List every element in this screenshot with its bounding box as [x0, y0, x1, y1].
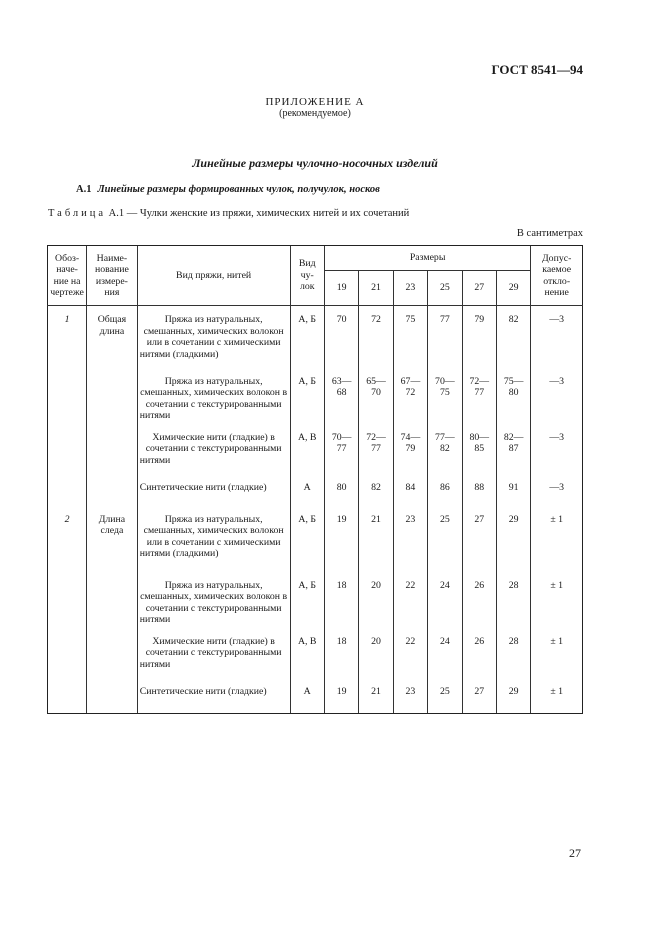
size-value-cell: 29	[496, 682, 530, 714]
table-row	[48, 632, 583, 682]
size-value-cell: 20	[359, 632, 393, 682]
size-value-cell: 22	[393, 576, 427, 632]
size-header: 29	[496, 271, 530, 306]
stocking-type-cell: А, В	[290, 632, 324, 682]
tolerance-cell: ± 1	[531, 682, 583, 714]
size-header: 27	[462, 271, 496, 306]
table-caption-word: Таблица	[48, 208, 107, 219]
yarn-type-cell: Синтетические нити (гладкие)	[137, 478, 290, 510]
size-value-cell: 25	[428, 682, 462, 714]
subsection-title: Линейные размеры формированных чулок, получулок, носков	[97, 184, 380, 195]
size-value-cell: 75	[393, 306, 427, 372]
size-value-cell: 72— 77	[462, 372, 496, 428]
tolerance-cell: —3	[531, 306, 583, 372]
empty-cell	[87, 576, 138, 632]
tolerance-cell: ± 1	[531, 576, 583, 632]
stocking-type-cell: А, Б	[290, 510, 324, 576]
size-value-cell: 65— 70	[359, 372, 393, 428]
size-value-cell: 75— 80	[496, 372, 530, 428]
header-yarn-type: Вид пряжи, нитей	[137, 246, 290, 306]
size-value-cell: 82	[359, 478, 393, 510]
page-number: 27	[569, 846, 581, 860]
table-row	[48, 306, 583, 372]
table-caption-text: — Чулки женские из пряжи, химических нитей и их сочетаний	[126, 208, 410, 219]
size-value-cell: 70— 77	[324, 428, 358, 478]
stocking-type-cell: А, Б	[290, 576, 324, 632]
table-row	[48, 682, 583, 714]
empty-cell	[87, 478, 138, 510]
size-value-cell: 24	[428, 632, 462, 682]
yarn-type-cell: Синтетические нити (гладкие)	[137, 682, 290, 714]
empty-cell	[48, 632, 87, 682]
size-value-cell: 72— 77	[359, 428, 393, 478]
empty-cell	[87, 428, 138, 478]
size-value-cell: 25	[428, 510, 462, 576]
size-value-cell: 70	[324, 306, 358, 372]
size-value-cell: 80— 85	[462, 428, 496, 478]
header-sizes: Размеры	[324, 246, 530, 271]
yarn-type-cell: Пряжа из натуральных, смешанных, химических волокон в сочетании с текстурированными нитями	[137, 576, 290, 632]
header-measurement-name: Наиме- нование измере- ния	[87, 246, 138, 306]
yarn-type-cell: Пряжа из натуральных, смешанных, химических волокон в сочетании с текстурированными нитями	[137, 372, 290, 428]
size-value-cell: 91	[496, 478, 530, 510]
tolerance-cell: —3	[531, 428, 583, 478]
size-value-cell: 27	[462, 510, 496, 576]
yarn-type-cell: Пряжа из натуральных, смешанных, химических волокон или в сочетании с химическими нитями (гладкими)	[137, 510, 290, 576]
tolerance-cell: ± 1	[531, 510, 583, 576]
table-row	[48, 576, 583, 632]
appendix-title: ПРИЛОЖЕНИЕ А	[265, 96, 365, 108]
size-value-cell: 86	[428, 478, 462, 510]
size-value-cell: 63— 68	[324, 372, 358, 428]
stocking-type-cell: А, Б	[290, 372, 324, 428]
size-value-cell: 21	[359, 682, 393, 714]
size-value-cell: 24	[428, 576, 462, 632]
subsection-heading	[76, 184, 380, 195]
header-tolerance: Допус- каемое откло- нение	[531, 246, 583, 306]
size-value-cell: 82— 87	[496, 428, 530, 478]
size-value-cell: 20	[359, 576, 393, 632]
yarn-type-cell: Пряжа из натуральных, смешанных, химических волокон или в сочетании с химическими нитями (гладкими)	[137, 306, 290, 372]
size-header: 25	[428, 271, 462, 306]
size-value-cell: 70— 75	[428, 372, 462, 428]
measurement-name-cell: Длина следа	[87, 510, 138, 576]
empty-cell	[87, 632, 138, 682]
size-value-cell: 77	[428, 306, 462, 372]
size-header: 19	[324, 271, 358, 306]
size-value-cell: 18	[324, 576, 358, 632]
size-value-cell: 28	[496, 632, 530, 682]
yarn-type-cell: Химические нити (гладкие) в сочетании с текстурированными нитями	[137, 428, 290, 478]
stocking-type-cell: А, В	[290, 428, 324, 478]
stocking-type-cell: А	[290, 682, 324, 714]
sizes-table	[47, 245, 583, 714]
empty-cell	[87, 372, 138, 428]
size-value-cell: 23	[393, 510, 427, 576]
size-value-cell: 26	[462, 632, 496, 682]
size-value-cell: 27	[462, 682, 496, 714]
table-row	[48, 428, 583, 478]
size-value-cell: 79	[462, 306, 496, 372]
subsection-number: А.1	[76, 184, 92, 195]
stocking-type-cell: А	[290, 478, 324, 510]
stocking-type-cell: А, Б	[290, 306, 324, 372]
size-value-cell: 84	[393, 478, 427, 510]
size-value-cell: 67— 72	[393, 372, 427, 428]
size-value-cell: 80	[324, 478, 358, 510]
table-caption	[48, 208, 409, 219]
designation-cell: 1	[48, 306, 87, 372]
yarn-type-cell: Химические нити (гладкие) в сочетании с текстурированными нитями	[137, 632, 290, 682]
size-header: 23	[393, 271, 427, 306]
designation-cell: 2	[48, 510, 87, 576]
empty-cell	[48, 478, 87, 510]
size-value-cell: 26	[462, 576, 496, 632]
size-value-cell: 74— 79	[393, 428, 427, 478]
table-caption-number: А.1	[108, 208, 125, 219]
empty-cell	[48, 682, 87, 714]
empty-cell	[48, 372, 87, 428]
size-value-cell: 23	[393, 682, 427, 714]
section-title: Линейные размеры чулочно-носочных изделий	[192, 156, 438, 170]
table-header-row	[48, 246, 583, 271]
size-value-cell: 19	[324, 510, 358, 576]
size-value-cell: 18	[324, 632, 358, 682]
measurement-name-cell: Общая длина	[87, 306, 138, 372]
tolerance-cell: —3	[531, 478, 583, 510]
units-label: В сантиметрах	[516, 228, 583, 239]
table-row	[48, 510, 583, 576]
table-body	[48, 306, 583, 714]
table-row	[48, 478, 583, 510]
size-value-cell: 77— 82	[428, 428, 462, 478]
size-value-cell: 21	[359, 510, 393, 576]
size-value-cell: 72	[359, 306, 393, 372]
size-header: 21	[359, 271, 393, 306]
empty-cell	[48, 576, 87, 632]
size-value-cell: 82	[496, 306, 530, 372]
size-value-cell: 88	[462, 478, 496, 510]
tolerance-cell: —3	[531, 372, 583, 428]
table-row	[48, 372, 583, 428]
header-designation: Обоз- наче- ние на чертеже	[48, 246, 87, 306]
empty-cell	[87, 682, 138, 714]
header-stocking-type: Вид чу- лок	[290, 246, 324, 306]
size-value-cell: 19	[324, 682, 358, 714]
size-value-cell: 28	[496, 576, 530, 632]
size-value-cell: 29	[496, 510, 530, 576]
document-code: ГОСТ 8541—94	[491, 62, 583, 77]
appendix-subtitle: (рекомендуемое)	[279, 108, 351, 119]
size-value-cell: 22	[393, 632, 427, 682]
empty-cell	[48, 428, 87, 478]
tolerance-cell: ± 1	[531, 632, 583, 682]
